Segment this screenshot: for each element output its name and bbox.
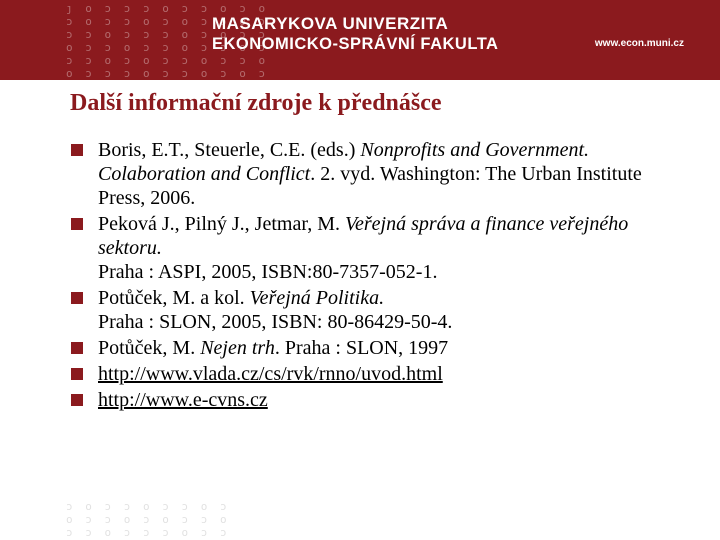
footer-pattern: ɔ o ɔ ɔ o ɔ ɔ o ɔ o ɔ ɔ o ɔ o ɔ ɔ o ɔ ɔ o ɔ ɔ ɔ o ɔ ɔ: [66, 500, 230, 539]
list-item: [71, 336, 691, 360]
square-bullet-icon: [71, 218, 83, 230]
square-bullet-icon: [71, 292, 83, 304]
logo-pattern: ȷ o ɔ ɔ ɔ o ɔ ɔ o ɔ o ɔ o ɔ ɔ o ɔ o ɔ ɔ o ɔ ɔ ɔ o ɔ ɔ ɔ o ɔ o ɔ ɔ o ɔ ɔ o ɔ ɔ o ɔ ɔ o ɔ ɔ ɔ o ɔ o ɔ ɔ o ɔ ɔ o o ɔ ɔ ɔ o ɔ ɔ o ɔ o ɔ: [66, 2, 269, 80]
list-item: [71, 212, 691, 284]
header-banner: [0, 0, 720, 80]
item-text: Praha : SLON, 2005, ISBN: 80-86429-50-4.: [98, 311, 453, 333]
reference-list: [71, 138, 691, 414]
list-item: [71, 138, 691, 210]
square-bullet-icon: [71, 144, 83, 156]
item-text: . Praha : SLON, 1997: [274, 337, 449, 359]
item-text: Potůček, M. a kol.: [98, 287, 250, 309]
item-italic: Nonprofits and Government. Colaboration and Conflict: [98, 139, 590, 185]
item-text: Potůček, M.: [98, 337, 201, 359]
square-bullet-icon: [71, 342, 83, 354]
website-url[interactable]: www.econ.muni.cz: [594, 38, 684, 49]
square-bullet-icon: [71, 368, 83, 380]
list-item: [71, 362, 691, 386]
university-name: MASARYKOVA UNIVERZITA: [212, 14, 449, 33]
slide-title: Další informační zdroje k přednášce: [70, 90, 442, 116]
faculty-name: EKONOMICKO-SPRÁVNÍ FAKULTA: [212, 35, 499, 53]
list-item: [71, 286, 691, 334]
item-italic: Veřejná správa a finance veřejného sektoru.: [98, 213, 629, 259]
vlada-link[interactable]: http://www.vlada.cz/cs/rvk/rnno/uvod.html: [98, 363, 443, 385]
cvns-link[interactable]: http://www.e-cvns.cz: [98, 389, 268, 411]
item-text: Boris, E.T., Steuerle, C.E. (eds.): [98, 139, 361, 161]
item-italic: Nejen trh: [200, 337, 275, 359]
item-text: Peková J., Pilný J., Jetmar, M.: [98, 213, 345, 235]
square-bullet-icon: [71, 394, 83, 406]
item-text: . 2. vyd. Washington: The Urban Institute Press, 2006.: [98, 163, 642, 209]
item-italic: Veřejná Politika.: [249, 287, 385, 309]
item-text: Praha : ASPI, 2005, ISBN:80-7357-052-1.: [98, 261, 438, 283]
list-item: [71, 388, 691, 412]
